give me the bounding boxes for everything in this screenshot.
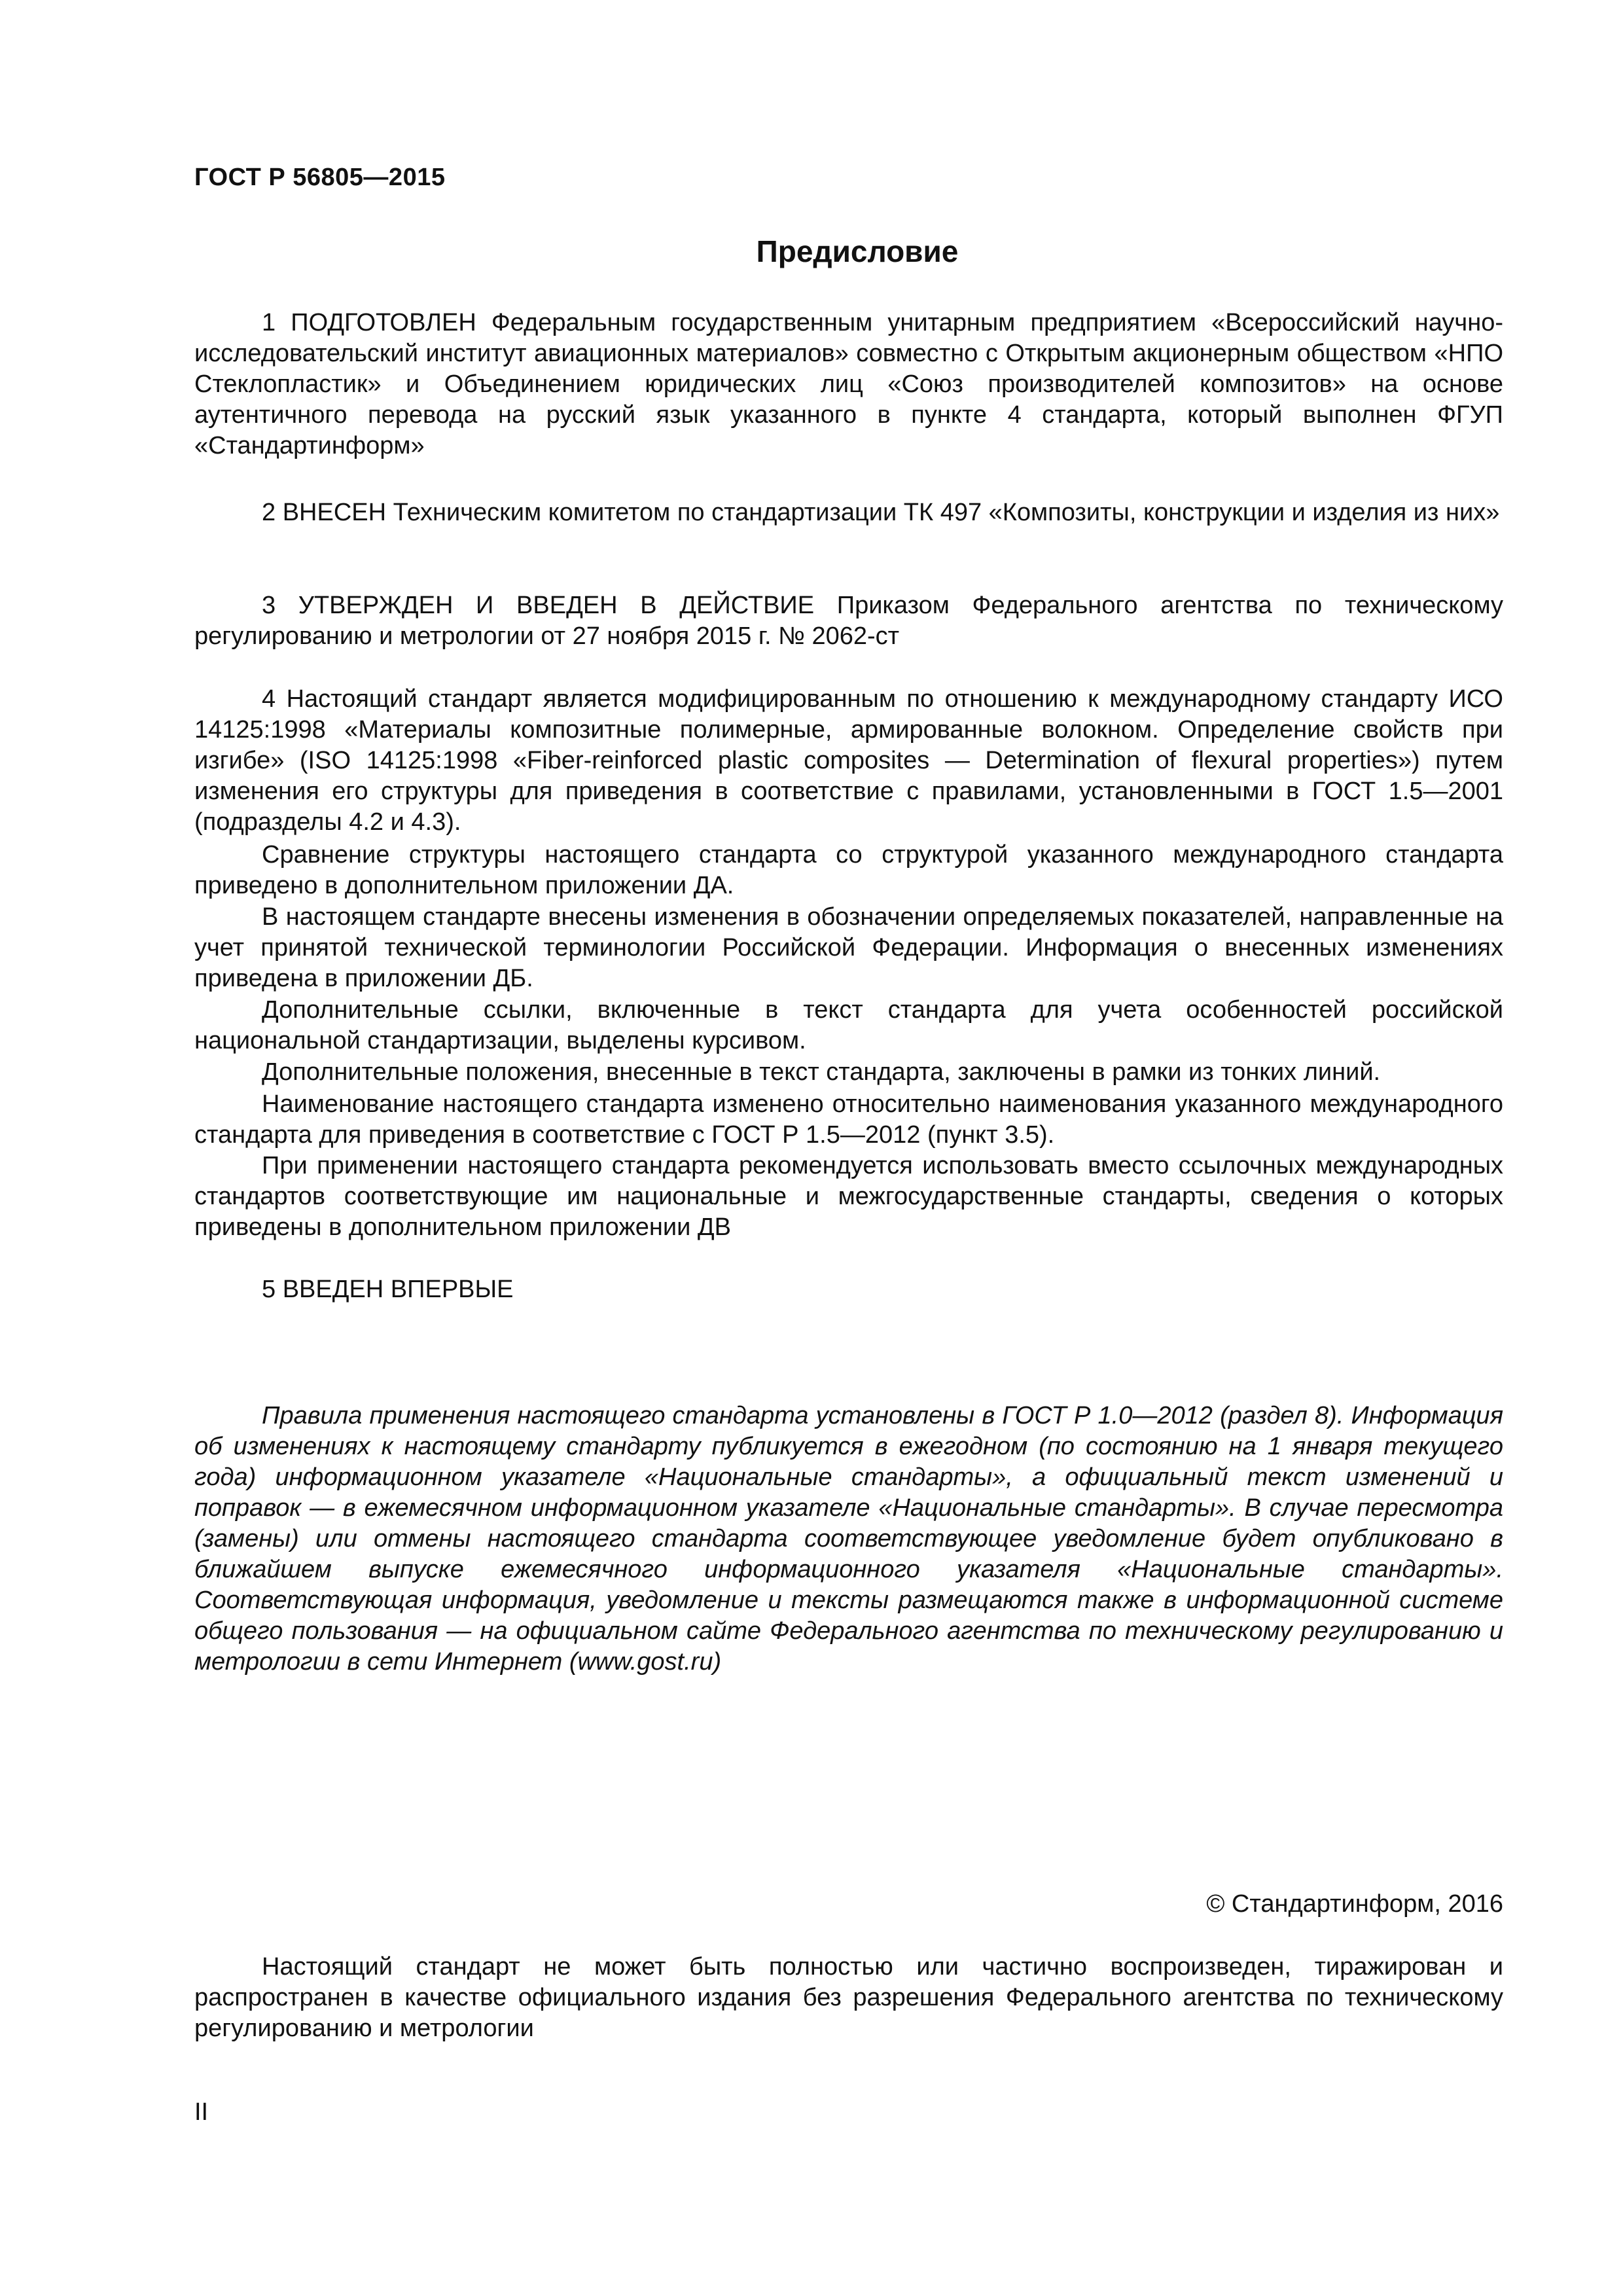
paragraph-name-changed: Наименование настоящего стандарта изменено относительно наименования указанного международного стандарта для приведения в соответствие с ГОСТ Р 1.5—2012 (пункт 3.5). (194, 1090, 1503, 1149)
paragraph-structure-comparison: Сравнение структуры настоящего стандарта со структурой указанного международного стандарта приведено в дополнительном приложении ДА. (194, 841, 1503, 899)
paragraph-submitted-by: 2 ВНЕСЕН Техническим комитетом по стандартизации ТК 497 «Композиты, конструкции и изделия из них» (262, 499, 1500, 526)
paragraph-changes-designations: В настоящем стандарте внесены изменения в обозначении определяемых показателей, направленные на учет принятой технической терминологии Российской Федерации. Информация о внесенных изменениях приведена в приложении ДБ. (194, 903, 1503, 992)
paragraph-additional-provisions: Дополнительные положения, внесенные в текст стандарта, заключены в рамки из тонких линий. (262, 1058, 1381, 1086)
document-header-id: ГОСТ Р 56805—2015 (194, 164, 446, 191)
paragraph-modified-standard: 4 Настоящий стандарт является модифицированным по отношению к международному стандарту ИСО 14125:1998 «Материалы композитные полимерные, армированные волокном. Определение свойств при изгибе» (ISO 14125:1998 «Fiber-reinforced plastic composites — Determination of flexural properties») путем изменения его структуры для приведения в соответствие с правилами, установленными в ГОСТ 1.5—2001 (подразделы 4.2 и 4.3). (194, 685, 1503, 836)
paragraph-prepared-by: 1 ПОДГОТОВЛЕН Федеральным государственным унитарным предприятием «Всероссийский научно-исследовательский институт авиационных материалов» совместно с Открытым акционерным обществом «НПО Стеклопластик» и Объединением юридических лиц «Союз производителей композитов» на основе аутентичного перевода на русский язык указанного в пункте 4 стандарта, который выполнен ФГУП «Стандартинформ» (194, 309, 1503, 459)
page-number: II (194, 2098, 209, 2126)
paragraph-additional-references: Дополнительные ссылки, включенные в текст стандарта для учета особенностей российской национальной стандартизации, выделены курсивом. (194, 996, 1503, 1054)
paragraph-approved: 3 УТВЕРЖДЕН И ВВЕДЕН В ДЕЙСТВИЕ Приказом Федерального агентства по техническому регулированию и метрологии от 27 ноября 2015 г. № 2062-ст (194, 592, 1503, 650)
reproduction-notice: Настоящий стандарт не может быть полностью или частично воспроизведен, тиражирован и распространен в качестве официального издания без разрешения Федерального агентства по техническому регулированию и метрологии (194, 1953, 1503, 2042)
page-title: Предисловие (756, 234, 959, 268)
paragraph-reference-standards: При применении настоящего стандарта рекомендуется использовать вместо ссылочных международных стандартов соответствующие им национальные и межгосударственные стандарты, сведения о которых приведены в дополнительном приложении ДВ (194, 1152, 1503, 1241)
italic-notice-rules: Правила применения настоящего стандарта установлены в ГОСТ Р 1.0—2012 (раздел 8). Информация об изменениях к настоящему стандарту публикуется в ежегодном (по состоянию на 1 января текущего года) информационном указателе «Национальные стандарты», а официальный текст изменений и поправок — в ежемесячном информационном указателе «Национальные стандарты». В случае пересмотра (замены) или отмены настоящего стандарта соответствующее уведомление будет опубликовано в ближайшем выпуске ежемесячного информационного указателя «Национальные стандарты». Соответствующая информация, уведомление и тексты размещаются также в информационной системе общего пользования — на официальном сайте Федерального агентства по техническому регулированию и метрологии в сети Интернет (www.gost.ru) (194, 1402, 1503, 1676)
paragraph-first-introduced: 5 ВВЕДЕН ВПЕРВЫЕ (262, 1276, 514, 1303)
copyright-line: © Стандартинформ, 2016 (1206, 1890, 1503, 1918)
